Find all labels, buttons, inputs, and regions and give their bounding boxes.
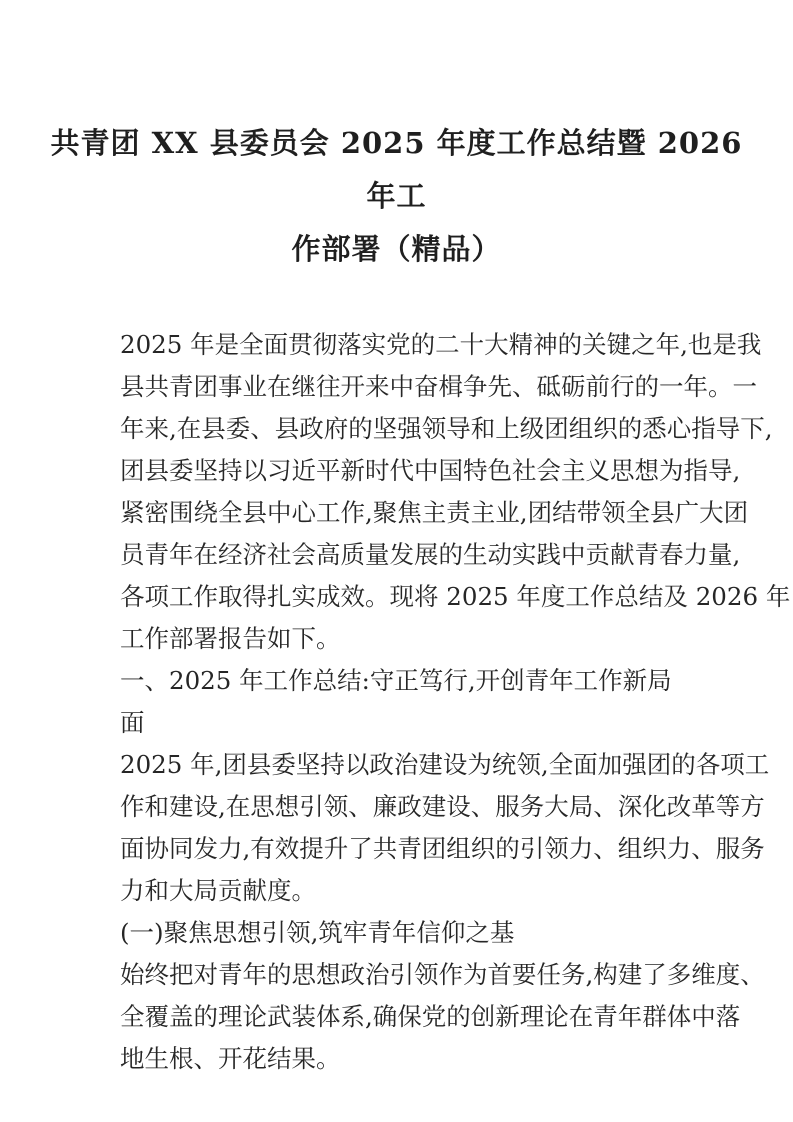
paragraph-line: 全覆盖的理论武装体系,确保党的创新理论在青年群体中落	[120, 1002, 741, 1031]
paragraph-line: 2025 年,团县委坚持以政治建设为统领,全面加强团的各项工	[120, 750, 770, 779]
paragraph-line: 县共青团事业在继往开来中奋楫争先、砥砺前行的一年。一	[120, 372, 757, 401]
section-1-paragraph	[120, 744, 770, 912]
document-body	[120, 324, 791, 1080]
paragraph-line: 面协同发力,有效提升了共青团组织的引领力、组织力、服务	[120, 834, 765, 863]
paragraph-line: 地生根、开花结果。	[120, 1044, 341, 1073]
subsection-1-1-paragraph	[120, 954, 765, 1080]
paragraph-line: 作和建设,在思想引领、廉政建设、服务大局、深化改革等方	[120, 792, 765, 821]
paragraph-line: 力和大局贡献度。	[120, 876, 316, 905]
paragraph-line: 2025 年是全面贯彻落实党的二十大精神的关键之年,也是我	[120, 330, 762, 359]
paragraph-line: 年来,在县委、县政府的坚强领导和上级团组织的悉心指导下,	[120, 414, 773, 443]
section-heading-text: 一、2025 年工作总结:守正笃行,开创青年工作新局面	[120, 666, 672, 737]
paragraph-line: 团县委坚持以习近平新时代中国特色社会主义思想为指导,	[120, 456, 741, 485]
intro-paragraph	[120, 324, 791, 660]
paragraph-line: 员青年在经济社会高质量发展的生动实践中贡献青春力量,	[120, 540, 741, 569]
subsection-heading-text: (一)聚焦思想引领,筑牢青年信仰之基	[120, 918, 515, 947]
document-title	[50, 117, 743, 276]
paragraph-line: 工作部署报告如下。	[120, 624, 341, 653]
paragraph-line: 各项工作取得扎实成效。现将 2025 年度工作总结及 2026 年	[120, 582, 791, 611]
document-title-line-2: 作部署（精品）	[291, 232, 502, 266]
subsection-heading-1-1	[120, 912, 685, 954]
paragraph-line: 紧密围绕全县中心工作,聚焦主责主业,团结带领全县广大团	[120, 498, 749, 527]
section-heading-1	[120, 660, 685, 744]
paragraph-line: 始终把对青年的思想政治引领作为首要任务,构建了多维度、	[120, 960, 765, 989]
document-title-line-1: 共青团 XX 县委员会 2025 年度工作总结暨 2026 年工	[50, 126, 743, 213]
